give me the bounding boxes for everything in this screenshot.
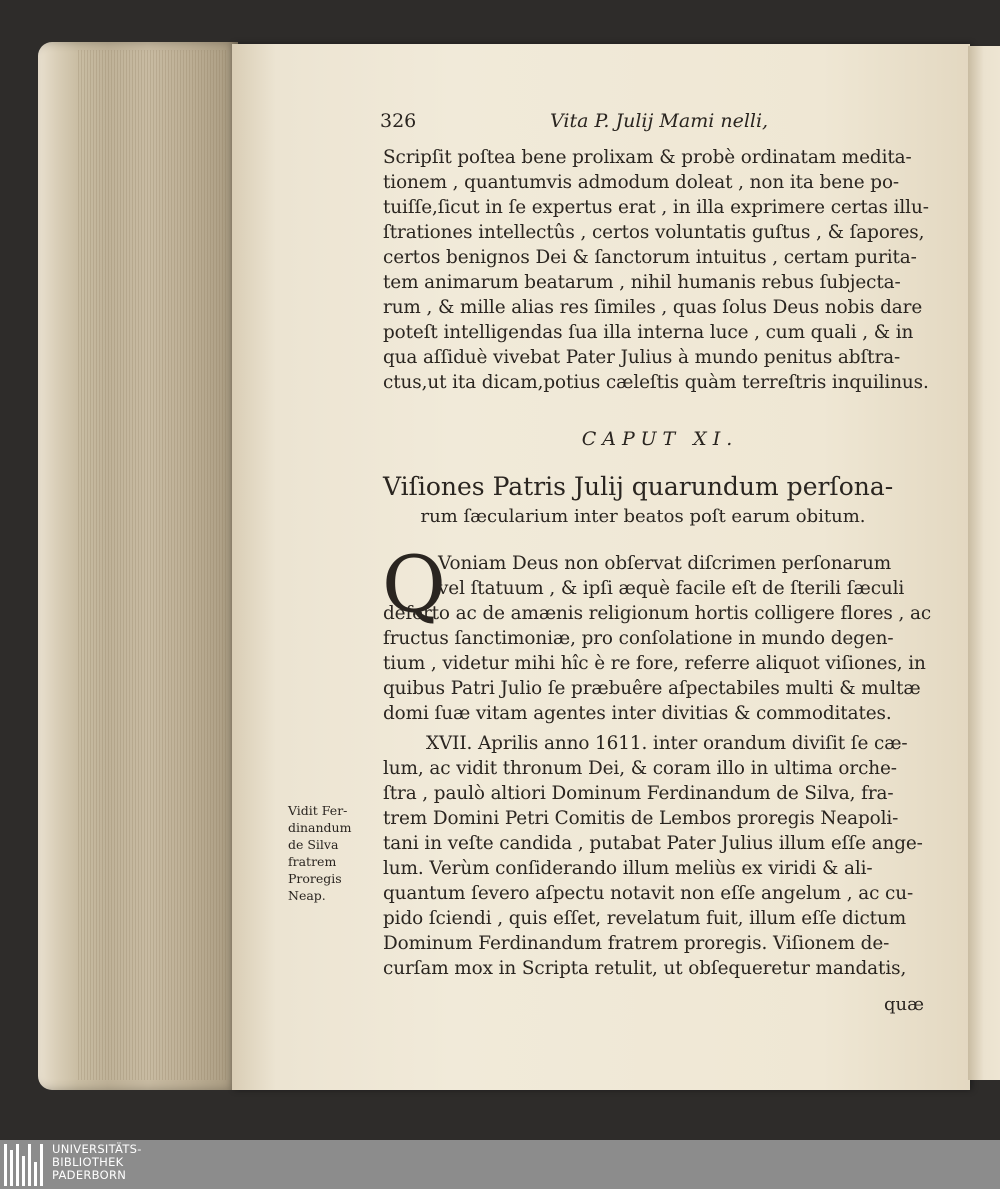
running-title: Vita P. Julij Mami nelli, xyxy=(550,110,769,132)
library-footer-bar xyxy=(0,1140,1000,1189)
text-line: XVII. Aprilis anno 1611. inter orandum diviſit ſe cæ- xyxy=(426,733,908,754)
text-line: domi ſuæ vitam agentes inter divitias & commoditates. xyxy=(383,703,892,724)
text-line: tani in veſte candida , putabat Pater Julius illum eſſe ange- xyxy=(383,833,923,854)
chapter-label: CAPUT XI. xyxy=(581,428,739,450)
library-name-line: UNIVERSITÄTS- xyxy=(52,1142,142,1156)
text-line: lum, ac vidit thronum Dei, & coram illo in ultima orche- xyxy=(383,758,897,779)
text-line: pido ſciendi , quis eſſet, revelatum fuit, illum eſſe dictum xyxy=(383,908,907,929)
text-line: ſtra , paulò altiori Dominum Ferdinandum de Silva, fra- xyxy=(383,783,894,804)
marginal-line: Proregis xyxy=(288,871,342,886)
marginal-line: fratrem xyxy=(288,854,337,869)
text-line: ctus,ut ita dicam,potius cæleſtis quàm terreſtris inquilinus. xyxy=(383,372,929,393)
marginal-line: Vidit Fer- xyxy=(288,803,348,818)
chapter-heading: Viſiones Patris Julij quarundum perſona- xyxy=(383,472,894,501)
library-logo-icon xyxy=(4,1144,44,1186)
text-line: quantum ſevero aſpectu notavit non eſſe angelum , ac cu- xyxy=(383,883,914,904)
text-line: tem animarum beatarum , nihil humanis rebus ſubjecta- xyxy=(383,272,901,293)
marginal-line: de Silva xyxy=(288,837,339,852)
text-line: fructus ſanctimoniæ, pro conſolatione in mundo degen- xyxy=(383,628,894,649)
marginal-note xyxy=(288,802,368,904)
text-line: quibus Patri Julio ſe præbuêre aſpectabiles multi & multæ xyxy=(383,678,921,699)
text-line: poteſt intelligendas ſua illa interna luce , cum quali , & in xyxy=(383,322,914,343)
catchword: quæ xyxy=(884,994,925,1015)
text-line: tionem , quantumvis admodum doleat , non ita bene po- xyxy=(383,172,900,193)
text-line: ſtrationes intellectûs , certos voluntatis guſtus , & ſapores, xyxy=(383,222,925,243)
text-line: deſerto ac de amænis religionum hortis colligere flores , ac xyxy=(383,603,932,624)
text-line: trem Domini Petri Comitis de Lembos proregis Neapoli- xyxy=(383,808,899,829)
text-line: vel ſtatuum , & ipſi æquè facile eſt de ſterili ſæculi xyxy=(438,578,905,599)
text-line: lum. Verùm conſiderando illum meliùs ex viridi & ali- xyxy=(383,858,873,879)
text-line: curſam mox in Scripta retulit, ut obſequeretur mandatis, xyxy=(383,958,907,979)
chapter-subheading: rum ſæcularium inter beatos poſt earum obitum. xyxy=(420,506,866,527)
drop-cap: Q xyxy=(382,540,446,630)
library-name xyxy=(52,1143,142,1182)
text-line: tium , videtur mihi hîc è re fore, referre aliquot viſiones, in xyxy=(383,653,926,674)
text-line: Dominum Ferdinandum fratrem proregis. Viſionem de- xyxy=(383,933,890,954)
text-line: rum , & mille alias res ſimiles , quas ſolus Deus nobis dare xyxy=(383,297,923,318)
text-line: certos benignos Dei & ſanctorum intuitus , certam purita- xyxy=(383,247,917,268)
text-line: Voniam Deus non obſervat diſcrimen perſonarum xyxy=(438,553,892,574)
text-line: tuiſſe,ſicut in ſe expertus erat , in illa exprimere certas illu- xyxy=(383,197,929,218)
marginal-line: dinandum xyxy=(288,820,352,835)
marginal-line: Neap. xyxy=(288,888,326,903)
page-number: 326 xyxy=(380,110,417,132)
facing-page-edge xyxy=(968,46,1000,1080)
library-name-line: BIBLIOTHEK xyxy=(52,1155,124,1169)
text-line: qua aſſiduè vivebat Pater Julius à mundo penitus abſtra- xyxy=(383,347,901,368)
text-line: Scripſit poſtea bene prolixam & probè ordinatam medita- xyxy=(383,147,912,168)
book-fore-edge xyxy=(38,42,238,1090)
library-name-line: PADERBORN xyxy=(52,1168,127,1182)
